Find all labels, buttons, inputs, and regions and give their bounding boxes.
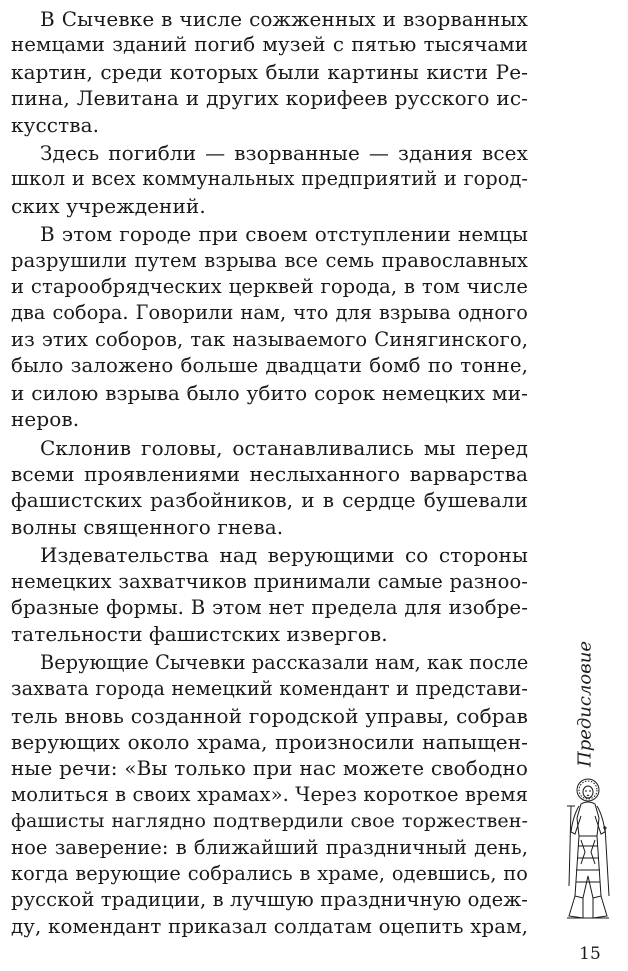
text-line: Склонив головы, останавливались мы перед [40,435,528,460]
text-line: кусства. [11,112,100,137]
page-number: 15 [579,944,601,964]
text-line: ду, комендант приказал солдатам оцепить храм, [11,914,528,938]
text-line: бразные формы. В этом нет предела для изобре- [11,595,528,619]
text-line: и старообрядческих церквей города, в том числе [11,275,528,299]
text-line: два собора. Говорили нам, что для взрыва одного [11,301,528,325]
text-line: русской традиции, в лучшую праздничную одеж- [11,888,528,912]
text-line: неров. [11,407,80,432]
text-line: ских учреждений. [11,193,206,218]
text-line: Здесь погибли — взорванные — здания всех [40,141,528,166]
text-line: Верующие Сычевки рассказали нам, как после [40,650,529,674]
text-line: верующих около храма, произносили напыщен- [11,729,528,754]
text-line: захвата города немецкий комендант и представи- [11,677,528,701]
text-line: В Сычевке в числе сожженных и взорванных [40,7,528,31]
paragraph [11,6,528,138]
text-line: ные речи: «Вы только при нас можете свободно [11,756,528,781]
text-line: немцами зданий погиб музей с пятью тысячами [11,33,528,57]
text-line: из этих соборов, так называемого Синягинского, [11,327,528,351]
text-line: Издевательства над верующими со стороны [40,543,528,568]
paragraph [11,140,528,219]
text-line: пина, Левитана и других корифеев русского ис- [11,86,528,111]
text-line: было заложено больше двадцати бомб по тонне, [11,354,528,378]
text-line: тель вновь созданной городской управы, собрав [11,703,528,728]
text-line: немецких захватчиков принимали самые разноо- [11,569,528,593]
text-line: фашисты наглядно подтвердили свое торжествен- [11,810,528,833]
text-line: и силою взрыва было убито сорок немецких ми- [11,380,528,405]
paragraph [11,221,528,432]
text-line: всеми проявлениями неслыханного варварства [11,461,528,486]
text-line: молиться в своих храмах». Через короткое время [11,782,528,806]
text-line: волны священного гнева. [11,514,284,539]
paragraph [11,650,528,940]
text-line: тательности фашистских извергов. [11,622,388,647]
text-line: разрушили путем взрыва все семь православных [11,248,528,272]
text-line: В этом городе при своем отступлении немцы [40,222,528,247]
paragraph [11,542,528,648]
text-line: картин, среди которых были картины кисти Ре- [11,59,528,84]
page-body [11,6,528,940]
saint-figure-icon [561,776,615,928]
text-line: когда верующие собрались в храме, одевшись, по [11,862,528,885]
paragraph [11,435,528,541]
text-line: фашистских разбойников, и в сердце бушевали [11,488,528,513]
text-line: ное заверение: в ближайший праздничный день, [11,835,528,859]
text-line: школ и всех коммунальных предприятий и город- [11,167,528,191]
running-head-label: Предисловие [574,641,596,767]
running-head [563,641,607,767]
